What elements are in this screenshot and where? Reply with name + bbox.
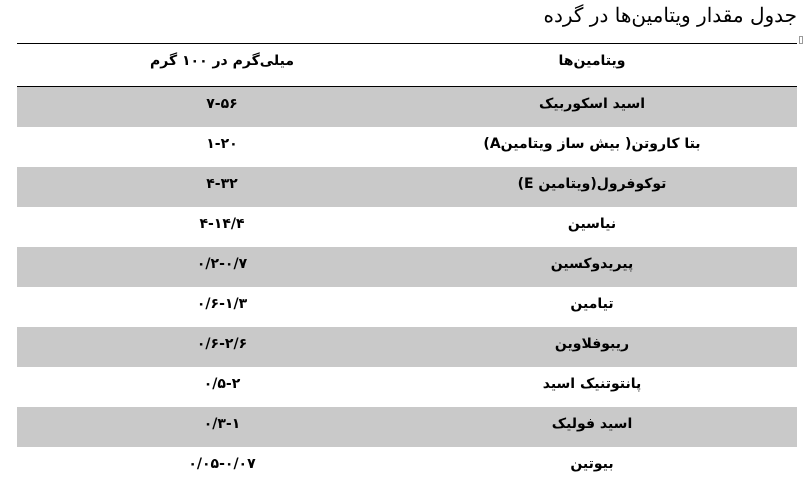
cell-amount: ۰/۶-۱/۳ — [196, 296, 248, 312]
cell-amount: ۰/۰۵-۰/۰۷ — [188, 456, 256, 472]
cell-vitamin-name: پیریدوکسین — [550, 256, 634, 272]
cell-vitamin-name: بیوتین — [570, 456, 614, 472]
cell-amount: ۴-۱۴/۴ — [199, 216, 245, 232]
table-row — [17, 167, 797, 207]
cell-amount: ۰/۲-۰/۷ — [196, 256, 248, 272]
cell-vitamin-name: اسید اسکوربیک — [538, 96, 646, 112]
table-body — [17, 87, 797, 487]
vitamin-table — [17, 45, 797, 487]
cell-vitamin-name: ریبوفلاوین — [554, 336, 630, 352]
table-top-border — [17, 43, 797, 44]
cell-vitamin-name: اسید فولیک — [551, 416, 633, 432]
table-row — [17, 287, 797, 327]
table-row — [17, 407, 797, 447]
column-header-vitamin: ویتامین‌ها — [558, 53, 626, 69]
table-row — [17, 87, 797, 127]
table-row — [17, 207, 797, 247]
table-header-row — [17, 45, 797, 87]
cell-amount: ۰/۶-۲/۶ — [196, 336, 248, 352]
cell-amount: ۷-۵۶ — [206, 96, 238, 112]
cell-vitamin-name: پانتوتنیک اسید — [542, 376, 642, 392]
cell-amount: ۴-۳۲ — [206, 176, 238, 192]
cell-vitamin-name: بتا کاروتن( بیش ساز ویتامینA) — [483, 136, 701, 152]
table-row — [17, 327, 797, 367]
table-caption: جدول مقدار ویتامین‌ها در گرده — [543, 3, 797, 27]
cell-amount: ۱-۲۰ — [206, 136, 238, 152]
table-row — [17, 447, 797, 487]
cell-amount: ۰/۵-۲ — [203, 376, 241, 392]
cell-vitamin-name: تیامین — [570, 296, 614, 312]
cell-amount: ۰/۳-۱ — [203, 416, 241, 432]
cell-vitamin-name: نیاسین — [567, 216, 617, 232]
table-row — [17, 247, 797, 287]
table-row — [17, 367, 797, 407]
cell-vitamin-name: توکوفرول(ویتامین E) — [517, 176, 667, 192]
table-row — [17, 127, 797, 167]
column-header-amount: میلی‌گرم در ۱۰۰ گرم — [149, 53, 294, 69]
table-move-handle[interactable] — [799, 36, 803, 44]
